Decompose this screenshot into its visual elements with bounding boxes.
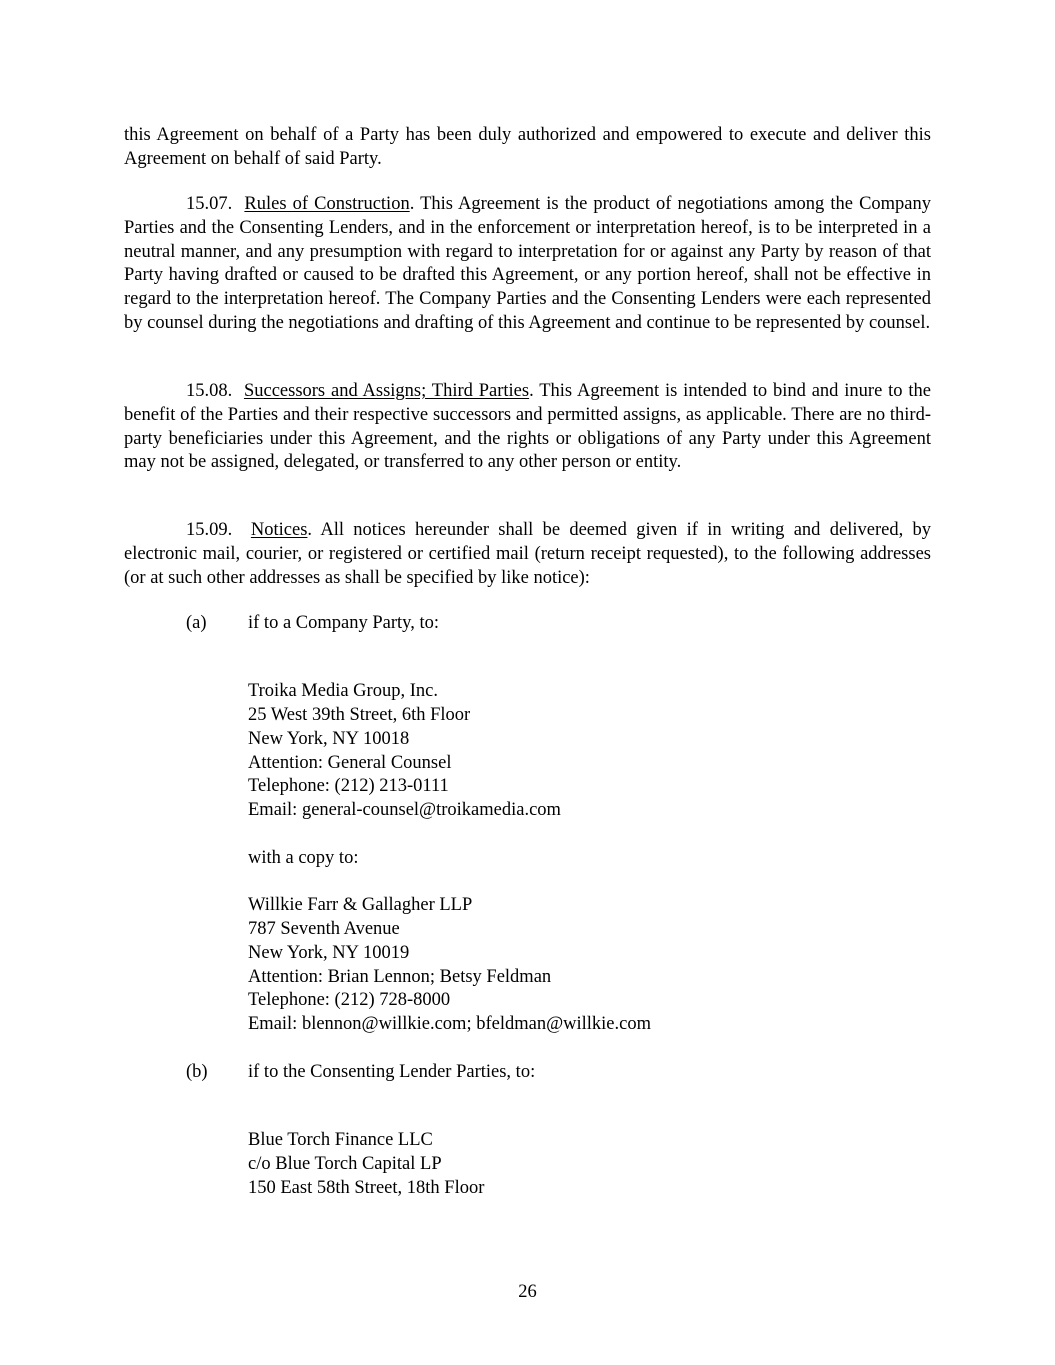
address-line: Attention: General Counsel bbox=[248, 753, 452, 773]
item-b-label: (b) bbox=[186, 1062, 208, 1082]
copy-to-label: with a copy to: bbox=[248, 848, 359, 868]
section-15-07 bbox=[124, 193, 931, 336]
section-15-08-heading: Successors and Assigns; Third Parties bbox=[243, 381, 530, 401]
address-line: Telephone: (212) 213-0111 bbox=[248, 776, 449, 796]
address-line: Email: general-counsel@troikamedia.com bbox=[248, 800, 561, 820]
address-line: Blue Torch Finance LLC bbox=[248, 1130, 433, 1150]
address-line: New York, NY 10018 bbox=[248, 729, 410, 749]
page-number: 26 bbox=[518, 1282, 537, 1302]
section-15-09-body: . All notices hereunder shall be deemed given if in writing and delivered, by electronic mail, courier, or registered or certified mail (return receipt requested), to the following addresses (or at such other addresses as shall be specified by like notice): bbox=[124, 520, 932, 588]
address-line: Troika Media Group, Inc. bbox=[248, 681, 438, 701]
item-a-label: (a) bbox=[186, 613, 207, 633]
section-15-07-heading: Rules of Construction bbox=[244, 194, 410, 214]
section-15-08-number: 15.08. bbox=[186, 381, 233, 401]
address-line: New York, NY 10019 bbox=[248, 943, 410, 963]
address-line: 25 West 39th Street, 6th Floor bbox=[248, 705, 471, 725]
address-line: Attention: Brian Lennon; Betsy Feldman bbox=[248, 967, 552, 987]
item-a-text: if to a Company Party, to: bbox=[248, 613, 439, 633]
address-line: 150 East 58th Street, 18th Floor bbox=[248, 1178, 485, 1198]
address-line: Email: blennon@willkie.com; bfeldman@willkie.com bbox=[248, 1014, 651, 1034]
section-15-07-body: . This Agreement is the product of negotiations among the Company Parties and the Consenting Lenders, and in the enforcement or interpretation hereof, is to be interpreted in a neutral manner, and any presumption with regard to interpretation for or against any Party by reason of that Party having drafted or caused to be drafted this Agreement, or any portion hereof, shall not be effective in regard to the interpretation hereof. The Company Parties and the Consenting Lenders were each represented by counsel during the negotiations and drafting of this Agreement and continue to be represented by counsel. bbox=[124, 194, 932, 333]
intro-paragraph: this Agreement on behalf of a Party has been duly authorized and empowered to execute and deliver this Agreement on behalf of said Party. bbox=[124, 125, 931, 169]
section-15-08 bbox=[124, 380, 931, 475]
section-15-09-heading: Notices bbox=[250, 520, 308, 540]
section-15-09-number: 15.09. bbox=[186, 520, 233, 540]
address-line: c/o Blue Torch Capital LP bbox=[248, 1154, 442, 1174]
section-15-07-number: 15.07. bbox=[186, 194, 233, 214]
section-15-08-body: . This Agreement is intended to bind and inure to the benefit of the Parties and their respective successors and permitted assigns, as applicable. There are no third-party beneficiaries under this Agreement, and the rights or obligations of any Party under this Agreement may not be assigned, delegated, or transferred to any other person or entity. bbox=[124, 381, 931, 473]
section-15-09 bbox=[124, 519, 931, 590]
address-line: Telephone: (212) 728-8000 bbox=[248, 990, 451, 1010]
address-line: Willkie Farr & Gallagher LLP bbox=[248, 895, 473, 915]
item-b-text: if to the Consenting Lender Parties, to: bbox=[248, 1062, 536, 1082]
address-line: 787 Seventh Avenue bbox=[248, 919, 400, 939]
